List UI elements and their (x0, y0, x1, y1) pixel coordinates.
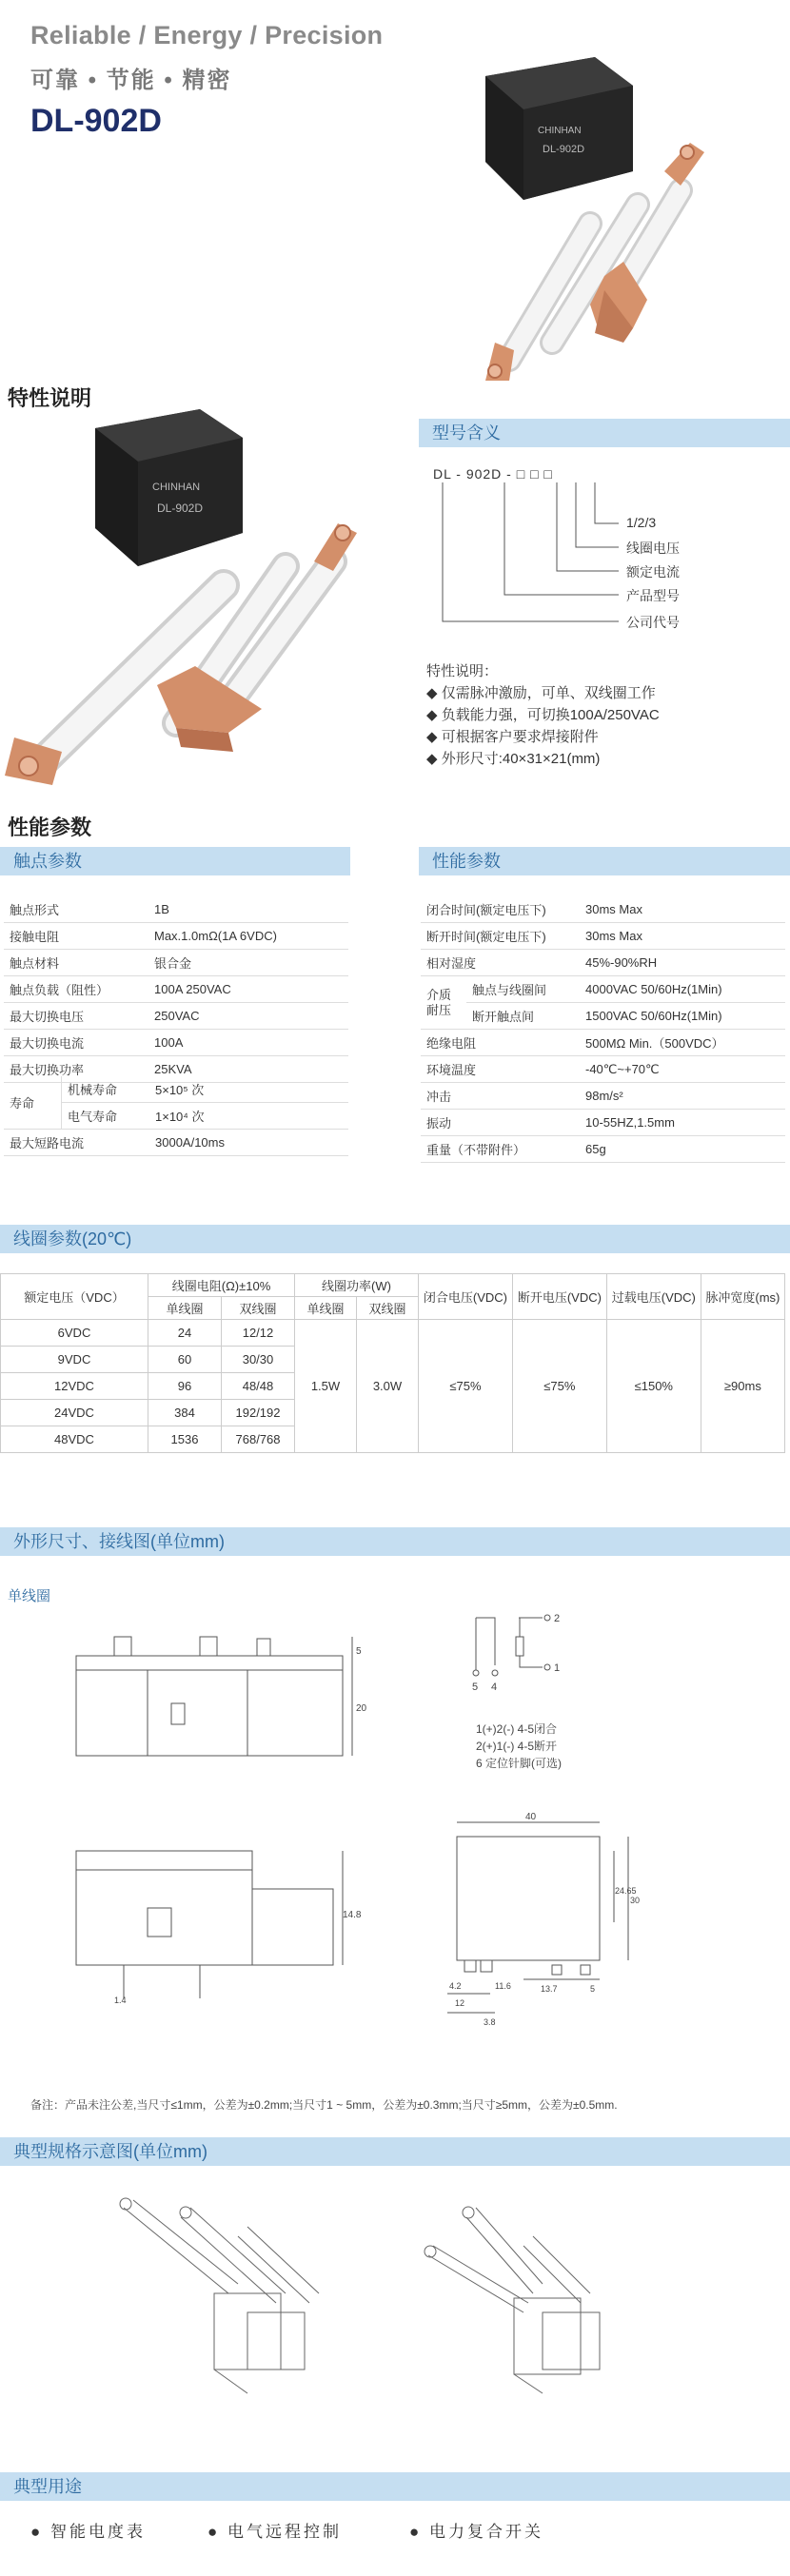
svg-text:12: 12 (455, 1998, 465, 2008)
coil-params-bar: 线圈参数(20℃) (0, 1225, 790, 1253)
usage-bar: 典型用途 (0, 2472, 790, 2501)
feature-item: ◆ 外形尺寸:40×31×21(mm) (426, 751, 601, 767)
typical-drawing-1 (105, 2189, 352, 2408)
table-row: 电气寿命 1×10⁴ 次 (4, 1103, 348, 1130)
table-row: 最大切换电流 100A (4, 1030, 348, 1056)
usage-item: ● 电气远程控制 (207, 2523, 342, 2541)
table-row: 介质耐压 触点与线圈间 4000VAC 50/60Hz(1Min) (421, 976, 785, 1003)
hero-brand-text: CHINHAN (538, 126, 582, 136)
hero-product-image (419, 57, 733, 400)
table-row: 触点负载（阻性） 100A 250VAC (4, 976, 348, 1003)
table-row: 最大切换功率 25KVA (4, 1056, 348, 1083)
model-label-1: 1/2/3 (626, 515, 657, 530)
svg-text:4: 4 (491, 1681, 498, 1693)
table-row: 重量（不带附件） 65g (421, 1136, 785, 1163)
table-row: 48VDC 1536 768/768 (1, 1426, 785, 1453)
svg-text:30: 30 (630, 1896, 641, 1905)
svg-text:40: 40 (525, 1812, 537, 1822)
table-row: 单线圈 双线圈 单线圈 双线圈 (1, 1297, 785, 1320)
perf-params-table-b (421, 1030, 785, 1163)
feature-item: ◆ 可根据客户要求焊接附件 (426, 729, 599, 745)
tagline-en: Reliable / Energy / Precision (30, 21, 384, 49)
model-meaning-bar: 型号含义 (419, 419, 790, 447)
performance-section-title: 性能参数 (8, 816, 92, 839)
table-row: 绝缘电阻 500MΩ Min.（500VDC） (421, 1030, 785, 1056)
usage-item: ● 电力复合开关 (409, 2523, 543, 2541)
table-row: 触点材料 银合金 (4, 950, 348, 976)
model-code: DL - 902D - □ □ □ (433, 466, 553, 482)
perf-params-table (421, 896, 785, 976)
single-coil-label: 单线圈 (8, 1588, 51, 1604)
table-row: 6VDC 24 12/12 1.5W 3.0W ≤75% ≤75% ≤150% ≥90ms (1, 1320, 785, 1347)
svg-text:11.6: 11.6 (495, 1981, 511, 1991)
coil-params-table (0, 1273, 785, 1453)
model-label-3: 额定电流 (626, 564, 680, 580)
hero-cables (509, 190, 681, 360)
features-list-title: 特性说明： (426, 663, 499, 679)
svg-text:13.7: 13.7 (541, 1984, 558, 1994)
svg-text:3.8: 3.8 (484, 2017, 496, 2027)
table-row: 最大切换电压 250VAC (4, 1003, 348, 1030)
model-label-4: 产品型号 (626, 588, 680, 603)
tagline-cn: 可靠 • 节能 • 精密 (30, 68, 232, 93)
table-row: 振动 10-55HZ,1.5mm (421, 1110, 785, 1136)
wiring-diagram (457, 1608, 609, 1703)
svg-text:20: 20 (356, 1703, 367, 1714)
feature-item: ◆ 负载能力强，可切换100A/250VAC (426, 707, 660, 723)
table-row: 9VDC 60 30/30 (1, 1347, 785, 1373)
dimensions-bar: 外形尺寸、接线图(单位mm) (0, 1527, 790, 1556)
model-title: DL-902D (30, 103, 162, 139)
table-row: 相对湿度 45%-90%RH (421, 950, 785, 976)
table-row: 冲击 98m/s² (421, 1083, 785, 1110)
contact-params-table (4, 896, 348, 1083)
tolerance-remark: 备注：产品未注公差,当尺寸≤1mm，公差为±0.2mm;当尺寸1 ~ 5mm，公差为±0.3mm;当尺寸≥5mm，公差为±0.5mm. (30, 2098, 618, 2112)
svg-text:24.65: 24.65 (615, 1886, 637, 1896)
table-row: 额定电压（VDC） 线圈电阻(Ω)±10% 线圈功率(W) 闭合电压(VDC) 断开电压(VDC) 过载电压(VDC) 脉冲宽度(ms) (1, 1274, 785, 1297)
model-meaning-diagram (433, 481, 642, 633)
svg-text:5: 5 (472, 1681, 479, 1693)
svg-text:2: 2 (554, 1613, 561, 1624)
product-image (0, 409, 381, 790)
features-section-title: 特性说明 (8, 386, 92, 410)
svg-text:5: 5 (356, 1646, 362, 1657)
dielectric-table (421, 976, 785, 1030)
svg-text:4.2: 4.2 (449, 1981, 462, 1991)
feature-item: ◆ 仅需脉冲激励，可单、双线圈工作 (426, 685, 656, 701)
svg-text:5: 5 (590, 1984, 596, 1994)
table-row: 断开触点间 1500VAC 50/60Hz(1Min) (421, 1003, 785, 1030)
product-brand-text: CHINHAN (152, 482, 201, 493)
typical-spec-bar: 典型规格示意图(单位mm) (0, 2137, 790, 2166)
product-model-text: DL-902D (157, 501, 204, 515)
svg-text:14.8: 14.8 (343, 1910, 362, 1920)
table-row: 12VDC 96 48/48 (1, 1373, 785, 1400)
table-row: 断开时间(额定电压下) 30ms Max (421, 923, 785, 950)
svg-text:1.4: 1.4 (114, 1996, 127, 2005)
bottom-view-drawing (438, 1808, 647, 2027)
table-row: 触点形式 1B (4, 896, 348, 923)
svg-text:1: 1 (554, 1662, 561, 1674)
model-label-5: 公司代号 (626, 615, 680, 630)
contact-params-bar: 触点参数 (0, 847, 350, 875)
table-row: 24VDC 384 192/192 (1, 1400, 785, 1426)
life-table (4, 1076, 348, 1156)
wiring-notes: 1(+)2(-) 4-5闭合 2(+)1(-) 4-5断开 6 定位针脚(可选) (476, 1722, 563, 1770)
table-row: 最大短路电流 3000A/10ms (4, 1130, 348, 1156)
hero-model-text: DL-902D (543, 144, 585, 155)
features-list (426, 660, 660, 770)
side-view-drawing (57, 1813, 371, 2013)
perf-params-bar: 性能参数 (419, 847, 790, 875)
typical-drawing-2 (409, 2189, 657, 2408)
front-view-drawing (57, 1618, 371, 1770)
table-row: 接触电阻 Max.1.0mΩ(1A 6VDC) (4, 923, 348, 950)
table-row: 寿命 机械寿命 5×10⁵ 次 (4, 1076, 348, 1103)
table-row: 闭合时间(额定电压下) 30ms Max (421, 896, 785, 923)
usage-item: ● 智能电度表 (30, 2523, 146, 2541)
table-row: 环境温度 -40℃~+70℃ (421, 1056, 785, 1083)
model-label-2: 线圈电压 (626, 541, 680, 556)
